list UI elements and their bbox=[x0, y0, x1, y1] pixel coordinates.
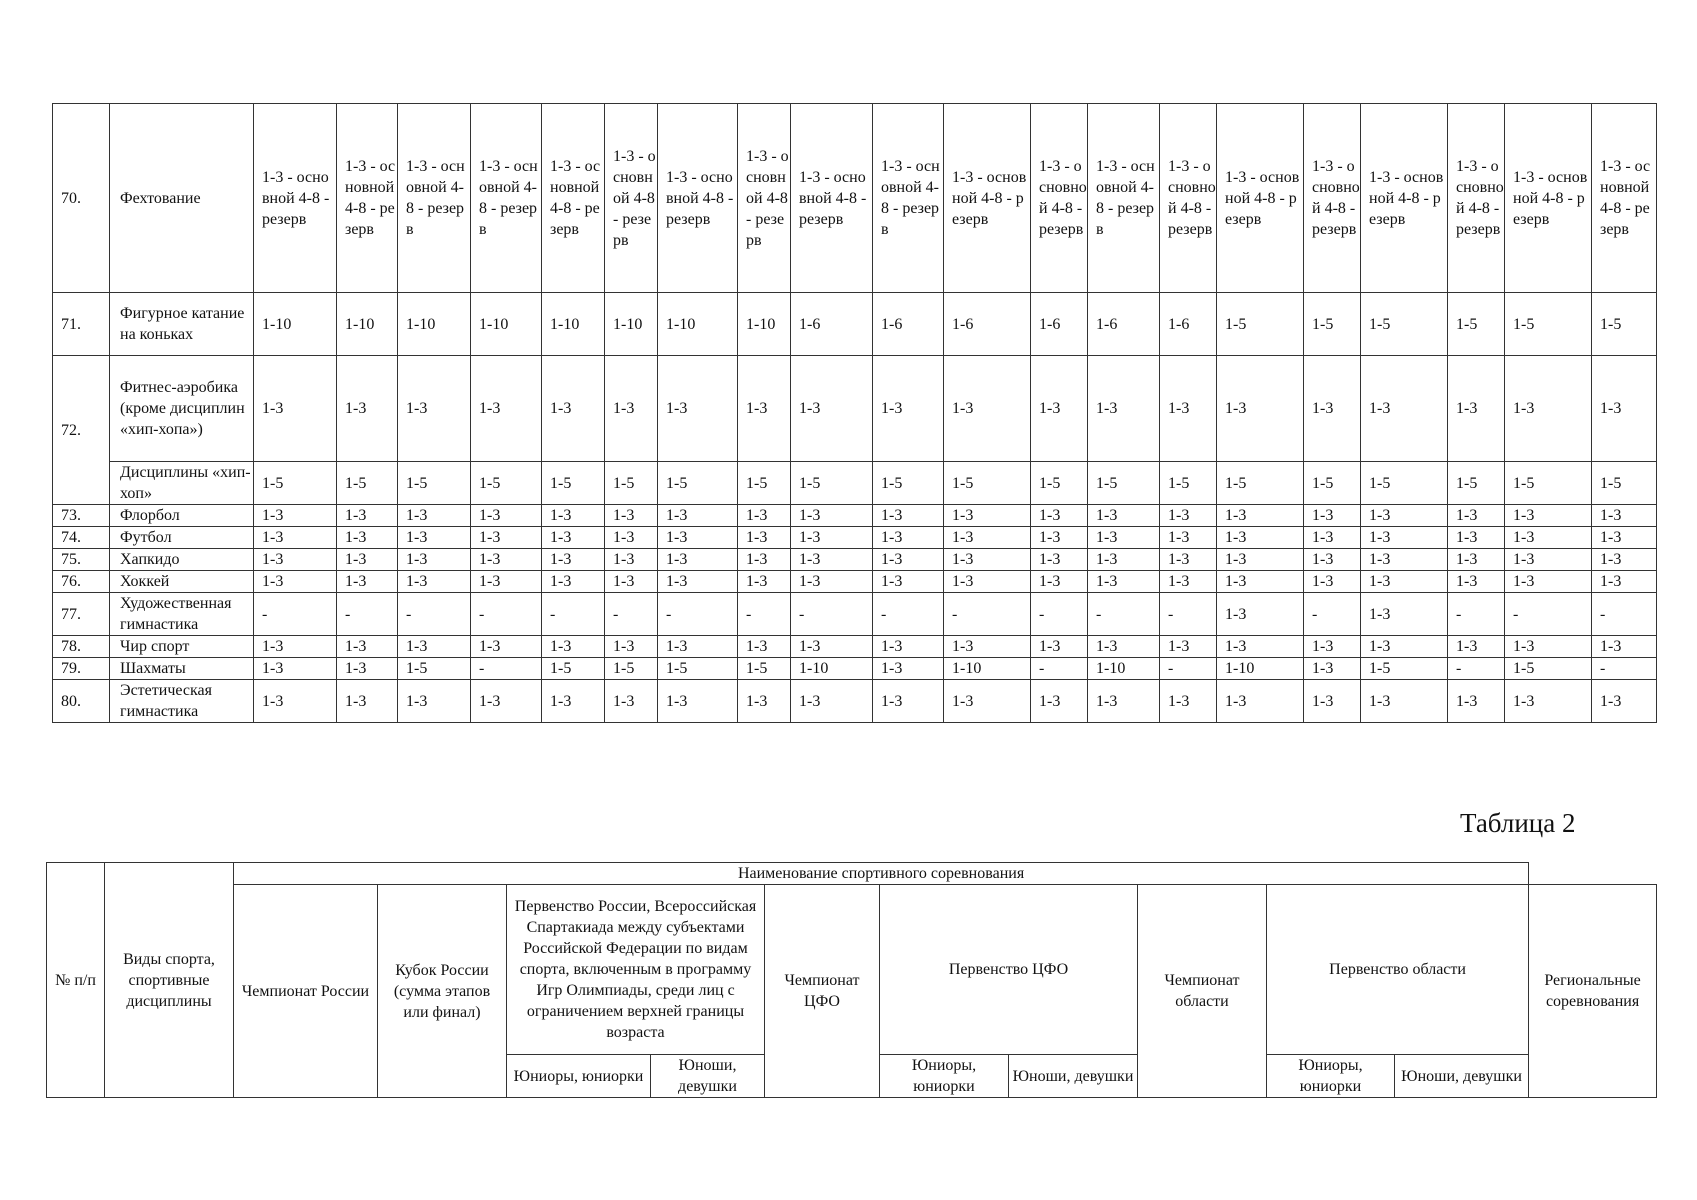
place-range-cell: 1-3 bbox=[337, 356, 398, 462]
table-2-title: Таблица 2 bbox=[1460, 808, 1576, 838]
place-range-cell: 1-10 bbox=[1217, 658, 1304, 680]
place-range-cell: 1-3 bbox=[658, 356, 738, 462]
place-range-cell: 1-3 bbox=[1217, 356, 1304, 462]
place-range-cell: 1-3 bbox=[1361, 527, 1448, 549]
place-range-cell: 1-6 bbox=[1088, 293, 1160, 356]
header-youths-cfo: Юноши, девушки bbox=[1009, 1055, 1138, 1098]
place-range-cell: 1-3 bbox=[1361, 680, 1448, 723]
place-range-cell: 1-3 bbox=[471, 680, 542, 723]
place-range-cell: 1-3 bbox=[542, 680, 605, 723]
place-range-cell: 1-6 bbox=[1160, 293, 1217, 356]
place-range-cell: 1-3 bbox=[1217, 593, 1304, 636]
row-number: 76. bbox=[53, 571, 110, 593]
place-range-cell: 1-3 bbox=[738, 680, 791, 723]
place-range-cell: 1-3 bbox=[337, 636, 398, 658]
place-range-cell: 1-5 bbox=[1031, 462, 1088, 505]
place-range-cell: 1-3 bbox=[738, 549, 791, 571]
place-range-cell: - bbox=[1448, 658, 1505, 680]
place-range-cell: - bbox=[658, 593, 738, 636]
place-range-cell: 1-3 bbox=[1448, 680, 1505, 723]
place-range-cell: 1-3 bbox=[1217, 571, 1304, 593]
place-range-cell: 1-3 bbox=[398, 636, 471, 658]
row-number: 79. bbox=[53, 658, 110, 680]
place-range-cell: 1-3 bbox=[542, 571, 605, 593]
place-range-cell: 1-3 bbox=[1304, 680, 1361, 723]
place-range-cell: 1-10 bbox=[605, 293, 658, 356]
place-range-cell: 1-5 bbox=[1088, 462, 1160, 505]
header-youths-russia: Юноши, девушки bbox=[651, 1055, 765, 1098]
header-first-oblast: Первенство области bbox=[1267, 885, 1529, 1055]
place-range-cell: 1-3 bbox=[398, 680, 471, 723]
place-range-cell: 1-5 bbox=[471, 462, 542, 505]
place-range-cell: 1-3 bbox=[605, 505, 658, 527]
place-range-cell: 1-3 bbox=[471, 505, 542, 527]
sport-name: Дисциплины «хип-хоп» bbox=[110, 462, 254, 505]
place-range-cell: 1-6 bbox=[1031, 293, 1088, 356]
header-first-russia: Первенство России, Всероссийская Спартакиада между субъектами Российской Федерации по видам спорта, включенным в программу Игр Олимпиады, среди лиц с ограничением верхней границы возраста bbox=[507, 885, 765, 1055]
place-range-cell: 1-3 bbox=[1448, 527, 1505, 549]
place-range-cell: 1-3 bbox=[1160, 505, 1217, 527]
place-range-cell: 1-3 - основной 4-8 - резерв bbox=[791, 104, 873, 293]
place-range-cell: 1-3 bbox=[658, 571, 738, 593]
place-range-cell: 1-3 bbox=[1361, 571, 1448, 593]
place-range-cell: 1-3 bbox=[542, 505, 605, 527]
place-range-cell: 1-3 - основной 4-8 - резерв bbox=[1592, 104, 1657, 293]
place-range-cell: 1-5 bbox=[1592, 462, 1657, 505]
place-range-cell: 1-10 bbox=[791, 658, 873, 680]
table-row bbox=[53, 293, 1657, 356]
header-regional: Региональные соревнования bbox=[1529, 885, 1657, 1098]
place-range-cell: 1-3 bbox=[1592, 549, 1657, 571]
place-range-cell: 1-3 bbox=[1304, 571, 1361, 593]
place-range-cell: 1-3 - основной 4-8 - резерв bbox=[254, 104, 337, 293]
header-championship-oblast: Чемпионат области bbox=[1138, 885, 1267, 1098]
place-range-cell: 1-5 bbox=[1505, 658, 1592, 680]
sport-name: Флорбол bbox=[110, 505, 254, 527]
place-range-cell: 1-3 bbox=[1592, 356, 1657, 462]
header-sport: Виды спорта, спортивные дисциплины bbox=[105, 863, 234, 1098]
place-range-cell: 1-3 bbox=[471, 571, 542, 593]
row-number: 74. bbox=[53, 527, 110, 549]
header-juniors-oblast: Юниоры, юниорки bbox=[1267, 1055, 1395, 1098]
place-range-cell: 1-5 bbox=[1505, 462, 1592, 505]
sport-name: Футбол bbox=[110, 527, 254, 549]
place-range-cell: 1-3 bbox=[398, 549, 471, 571]
place-range-cell: - bbox=[1031, 593, 1088, 636]
header-competition-group: Наименование спортивного соревнования bbox=[234, 863, 1529, 885]
place-range-cell: 1-3 - основной 4-8 - резерв bbox=[1304, 104, 1361, 293]
place-range-cell: 1-3 bbox=[1217, 505, 1304, 527]
place-range-cell: - bbox=[337, 593, 398, 636]
place-range-cell: 1-3 bbox=[1088, 527, 1160, 549]
table-row bbox=[53, 636, 1657, 658]
sport-name: Фигурное катание на коньках bbox=[110, 293, 254, 356]
place-range-cell: 1-3 bbox=[944, 356, 1031, 462]
place-range-cell: 1-3 bbox=[254, 356, 337, 462]
place-range-cell: 1-5 bbox=[1160, 462, 1217, 505]
place-range-cell: 1-3 - основной 4-8 - резерв bbox=[658, 104, 738, 293]
place-range-cell: 1-3 bbox=[1088, 356, 1160, 462]
place-range-cell: 1-3 - основной 4-8 - резерв bbox=[1031, 104, 1088, 293]
header-championship-russia: Чемпионат России bbox=[234, 885, 378, 1098]
place-range-cell: 1-3 bbox=[542, 549, 605, 571]
place-range-cell: 1-3 bbox=[873, 505, 944, 527]
place-range-cell: 1-3 bbox=[1217, 636, 1304, 658]
place-range-cell: 1-3 bbox=[1448, 636, 1505, 658]
place-range-cell: 1-3 bbox=[337, 549, 398, 571]
place-range-cell: 1-3 bbox=[1592, 636, 1657, 658]
place-range-cell: 1-5 bbox=[398, 462, 471, 505]
place-range-cell: 1-3 - основной 4-8 - резерв bbox=[738, 104, 791, 293]
place-range-cell: 1-3 bbox=[1505, 356, 1592, 462]
place-range-cell: 1-3 bbox=[944, 527, 1031, 549]
place-range-cell: 1-3 bbox=[1031, 505, 1088, 527]
place-range-cell: 1-3 bbox=[1361, 549, 1448, 571]
place-range-cell: 1-5 bbox=[944, 462, 1031, 505]
place-range-cell: 1-3 bbox=[471, 527, 542, 549]
place-range-cell: 1-3 bbox=[1361, 356, 1448, 462]
place-range-cell: 1-5 bbox=[1592, 293, 1657, 356]
place-range-cell: - bbox=[1448, 593, 1505, 636]
place-range-cell: 1-3 - основной 4-8 - резерв bbox=[471, 104, 542, 293]
place-range-cell: 1-3 bbox=[605, 549, 658, 571]
place-range-cell: 1-5 bbox=[398, 658, 471, 680]
place-range-cell: - bbox=[1505, 593, 1592, 636]
place-range-cell: 1-3 bbox=[542, 527, 605, 549]
place-range-cell: 1-10 bbox=[1088, 658, 1160, 680]
table-row bbox=[53, 527, 1657, 549]
place-range-cell: 1-5 bbox=[1304, 293, 1361, 356]
place-range-cell: 1-5 bbox=[1217, 293, 1304, 356]
place-range-cell: 1-3 bbox=[873, 527, 944, 549]
header-cup-russia: Кубок России (сумма этапов или финал) bbox=[378, 885, 507, 1098]
place-range-cell: 1-3 bbox=[398, 505, 471, 527]
place-range-cell: 1-3 - основной 4-8 - резерв bbox=[337, 104, 398, 293]
place-range-cell: 1-3 - основной 4-8 - резерв bbox=[1217, 104, 1304, 293]
place-range-cell: 1-3 bbox=[1505, 505, 1592, 527]
sport-name: Хоккей bbox=[110, 571, 254, 593]
place-range-cell: 1-10 bbox=[542, 293, 605, 356]
place-range-cell: - bbox=[398, 593, 471, 636]
results-table-continued bbox=[52, 103, 1657, 723]
row-number: 70. bbox=[53, 104, 110, 293]
place-range-cell: 1-5 bbox=[1505, 293, 1592, 356]
place-range-cell: 1-3 bbox=[791, 636, 873, 658]
place-range-cell: 1-3 bbox=[1592, 571, 1657, 593]
place-range-cell: 1-3 bbox=[791, 356, 873, 462]
header-youths-oblast: Юноши, девушки bbox=[1395, 1055, 1529, 1098]
header-championship-cfo: Чемпионат ЦФО bbox=[765, 885, 880, 1098]
place-range-cell: 1-10 bbox=[254, 293, 337, 356]
table-row bbox=[53, 505, 1657, 527]
place-range-cell: 1-3 bbox=[944, 636, 1031, 658]
place-range-cell: - bbox=[873, 593, 944, 636]
place-range-cell: 1-3 bbox=[738, 636, 791, 658]
place-range-cell: 1-3 bbox=[791, 549, 873, 571]
table-row bbox=[53, 571, 1657, 593]
header-num: № п/п bbox=[47, 863, 105, 1098]
place-range-cell: 1-3 bbox=[254, 505, 337, 527]
sport-name: Художественная гимнастика bbox=[110, 593, 254, 636]
place-range-cell: 1-3 - основной 4-8 - резерв bbox=[398, 104, 471, 293]
place-range-cell: - bbox=[254, 593, 337, 636]
place-range-cell: - bbox=[471, 658, 542, 680]
place-range-cell: 1-3 bbox=[873, 356, 944, 462]
table-row bbox=[53, 593, 1657, 636]
place-range-cell: 1-3 bbox=[1160, 680, 1217, 723]
place-range-cell: - bbox=[605, 593, 658, 636]
place-range-cell: 1-3 bbox=[1505, 549, 1592, 571]
sport-name: Фитнес-аэробика (кроме дисциплин «хип-хопа») bbox=[110, 356, 254, 462]
place-range-cell: 1-3 bbox=[1592, 527, 1657, 549]
header-juniors-cfo: Юниоры, юниорки bbox=[880, 1055, 1009, 1098]
place-range-cell: - bbox=[1088, 593, 1160, 636]
place-range-cell: 1-5 bbox=[542, 658, 605, 680]
row-number: 73. bbox=[53, 505, 110, 527]
place-range-cell: 1-3 - основной 4-8 - резерв bbox=[1160, 104, 1217, 293]
place-range-cell: 1-3 bbox=[542, 356, 605, 462]
place-range-cell: 1-5 bbox=[873, 462, 944, 505]
place-range-cell: 1-3 bbox=[873, 549, 944, 571]
place-range-cell: 1-6 bbox=[944, 293, 1031, 356]
place-range-cell: 1-3 bbox=[1031, 549, 1088, 571]
place-range-cell: 1-3 bbox=[1448, 356, 1505, 462]
table-row bbox=[53, 462, 1657, 505]
place-range-cell: 1-3 bbox=[738, 571, 791, 593]
place-range-cell: 1-5 bbox=[1448, 293, 1505, 356]
place-range-cell: 1-3 bbox=[1448, 571, 1505, 593]
place-range-cell: 1-3 bbox=[873, 658, 944, 680]
place-range-cell: 1-3 bbox=[471, 636, 542, 658]
place-range-cell: 1-3 bbox=[1361, 593, 1448, 636]
place-range-cell: 1-3 bbox=[658, 527, 738, 549]
place-range-cell: 1-3 bbox=[337, 658, 398, 680]
place-range-cell: 1-3 bbox=[1505, 636, 1592, 658]
place-range-cell: 1-3 bbox=[791, 571, 873, 593]
sport-name: Хапкидо bbox=[110, 549, 254, 571]
place-range-cell: - bbox=[944, 593, 1031, 636]
table-row bbox=[53, 658, 1657, 680]
place-range-cell: 1-3 bbox=[873, 680, 944, 723]
place-range-cell: 1-3 bbox=[1217, 680, 1304, 723]
place-range-cell: 1-5 bbox=[738, 462, 791, 505]
place-range-cell: 1-3 bbox=[1505, 571, 1592, 593]
place-range-cell: 1-3 bbox=[738, 356, 791, 462]
place-range-cell: 1-3 bbox=[1592, 505, 1657, 527]
row-number: 77. bbox=[53, 593, 110, 636]
place-range-cell: 1-3 bbox=[337, 527, 398, 549]
row-number: 71. bbox=[53, 293, 110, 356]
place-range-cell: 1-3 bbox=[398, 356, 471, 462]
table-row bbox=[53, 356, 1657, 462]
header-juniors-russia: Юниоры, юниорки bbox=[507, 1055, 651, 1098]
place-range-cell: 1-3 bbox=[471, 356, 542, 462]
place-range-cell: 1-3 bbox=[1304, 505, 1361, 527]
place-range-cell: 1-3 bbox=[1031, 680, 1088, 723]
place-range-cell: 1-5 bbox=[605, 462, 658, 505]
row-number: 80. bbox=[53, 680, 110, 723]
table-row bbox=[53, 104, 1657, 293]
place-range-cell: 1-5 bbox=[1448, 462, 1505, 505]
place-range-cell: 1-3 - основной 4-8 - резерв bbox=[1361, 104, 1448, 293]
header-first-cfo: Первенство ЦФО bbox=[880, 885, 1138, 1055]
place-range-cell: 1-5 bbox=[1361, 658, 1448, 680]
place-range-cell: 1-3 bbox=[605, 680, 658, 723]
place-range-cell: 1-3 bbox=[1361, 636, 1448, 658]
place-range-cell: 1-5 bbox=[658, 462, 738, 505]
place-range-cell: 1-3 bbox=[1160, 636, 1217, 658]
place-range-cell: - bbox=[1592, 658, 1657, 680]
place-range-cell: 1-3 bbox=[1505, 680, 1592, 723]
place-range-cell: 1-5 bbox=[738, 658, 791, 680]
place-range-cell: 1-3 bbox=[254, 658, 337, 680]
place-range-cell: 1-3 bbox=[605, 571, 658, 593]
place-range-cell: 1-3 bbox=[542, 636, 605, 658]
place-range-cell: 1-3 bbox=[605, 636, 658, 658]
competitions-header-table bbox=[46, 862, 1657, 1098]
place-range-cell: 1-3 bbox=[337, 571, 398, 593]
place-range-cell: 1-3 bbox=[1160, 527, 1217, 549]
row-number: 78. bbox=[53, 636, 110, 658]
place-range-cell: 1-3 bbox=[1088, 636, 1160, 658]
place-range-cell: - bbox=[1592, 593, 1657, 636]
sport-name: Шахматы bbox=[110, 658, 254, 680]
place-range-cell: 1-10 bbox=[944, 658, 1031, 680]
place-range-cell: 1-3 bbox=[1088, 549, 1160, 571]
place-range-cell: 1-3 bbox=[1361, 505, 1448, 527]
place-range-cell: 1-3 bbox=[1088, 571, 1160, 593]
place-range-cell: - bbox=[1160, 593, 1217, 636]
place-range-cell: 1-3 bbox=[337, 505, 398, 527]
place-range-cell: 1-3 bbox=[1217, 527, 1304, 549]
place-range-cell: 1-3 bbox=[791, 527, 873, 549]
place-range-cell: - bbox=[791, 593, 873, 636]
place-range-cell: 1-10 bbox=[337, 293, 398, 356]
table-row bbox=[53, 680, 1657, 723]
place-range-cell: 1-3 bbox=[791, 680, 873, 723]
place-range-cell: 1-3 bbox=[1304, 527, 1361, 549]
place-range-cell: 1-3 bbox=[254, 636, 337, 658]
place-range-cell: 1-10 bbox=[471, 293, 542, 356]
place-range-cell: 1-3 - основной 4-8 - резерв bbox=[873, 104, 944, 293]
place-range-cell: 1-10 bbox=[738, 293, 791, 356]
place-range-cell: 1-6 bbox=[791, 293, 873, 356]
row-number: 75. bbox=[53, 549, 110, 571]
sport-name: Эстетическая гимнастика bbox=[110, 680, 254, 723]
place-range-cell: 1-5 bbox=[254, 462, 337, 505]
place-range-cell: 1-3 bbox=[944, 680, 1031, 723]
place-range-cell: - bbox=[1031, 658, 1088, 680]
place-range-cell: 1-5 bbox=[542, 462, 605, 505]
place-range-cell: 1-3 bbox=[944, 571, 1031, 593]
place-range-cell: 1-5 bbox=[1217, 462, 1304, 505]
place-range-cell: 1-5 bbox=[337, 462, 398, 505]
place-range-cell: 1-3 bbox=[605, 527, 658, 549]
place-range-cell: 1-3 bbox=[944, 505, 1031, 527]
place-range-cell: 1-3 bbox=[1031, 527, 1088, 549]
place-range-cell: 1-3 bbox=[873, 571, 944, 593]
place-range-cell: 1-3 bbox=[658, 505, 738, 527]
place-range-cell: 1-3 bbox=[1505, 527, 1592, 549]
place-range-cell: 1-3 bbox=[1448, 549, 1505, 571]
place-range-cell: 1-3 bbox=[1217, 549, 1304, 571]
place-range-cell: 1-3 bbox=[658, 680, 738, 723]
place-range-cell: 1-3 bbox=[1592, 680, 1657, 723]
table-row bbox=[53, 549, 1657, 571]
place-range-cell: 1-3 - основной 4-8 - резерв bbox=[1505, 104, 1592, 293]
place-range-cell: 1-10 bbox=[398, 293, 471, 356]
place-range-cell: 1-3 bbox=[658, 636, 738, 658]
place-range-cell: 1-3 bbox=[254, 680, 337, 723]
place-range-cell: 1-3 bbox=[658, 549, 738, 571]
place-range-cell: - bbox=[1304, 593, 1361, 636]
place-range-cell: 1-3 - основной 4-8 - резерв bbox=[605, 104, 658, 293]
place-range-cell: - bbox=[738, 593, 791, 636]
place-range-cell: 1-5 bbox=[1304, 462, 1361, 505]
place-range-cell: 1-3 bbox=[398, 571, 471, 593]
place-range-cell: 1-10 bbox=[658, 293, 738, 356]
place-range-cell: 1-3 bbox=[337, 680, 398, 723]
place-range-cell: 1-3 bbox=[398, 527, 471, 549]
place-range-cell: 1-3 bbox=[1160, 356, 1217, 462]
place-range-cell: 1-3 bbox=[1031, 571, 1088, 593]
place-range-cell: 1-3 bbox=[254, 571, 337, 593]
place-range-cell: - bbox=[1160, 658, 1217, 680]
place-range-cell: 1-3 bbox=[738, 505, 791, 527]
place-range-cell: 1-3 bbox=[1031, 356, 1088, 462]
sport-name: Чир спорт bbox=[110, 636, 254, 658]
place-range-cell: 1-3 - основной 4-8 - резерв bbox=[542, 104, 605, 293]
place-range-cell: 1-3 bbox=[1304, 549, 1361, 571]
place-range-cell: 1-5 bbox=[605, 658, 658, 680]
place-range-cell: 1-5 bbox=[791, 462, 873, 505]
place-range-cell: 1-3 - основной 4-8 - резерв bbox=[1448, 104, 1505, 293]
place-range-cell: 1-3 bbox=[791, 505, 873, 527]
place-range-cell: 1-3 bbox=[944, 549, 1031, 571]
place-range-cell: 1-3 bbox=[1160, 549, 1217, 571]
place-range-cell: 1-3 - основной 4-8 - резерв bbox=[944, 104, 1031, 293]
place-range-cell: 1-3 - основной 4-8 - резерв bbox=[1088, 104, 1160, 293]
place-range-cell: 1-5 bbox=[1361, 293, 1448, 356]
sport-name: Фехтование bbox=[110, 104, 254, 293]
place-range-cell: 1-3 bbox=[254, 527, 337, 549]
place-range-cell: 1-3 bbox=[1304, 356, 1361, 462]
place-range-cell: 1-3 bbox=[1448, 505, 1505, 527]
place-range-cell: 1-5 bbox=[658, 658, 738, 680]
place-range-cell: 1-3 bbox=[1088, 680, 1160, 723]
place-range-cell: 1-3 bbox=[1304, 636, 1361, 658]
place-range-cell: 1-5 bbox=[1361, 462, 1448, 505]
place-range-cell: 1-3 bbox=[254, 549, 337, 571]
place-range-cell: 1-3 bbox=[1031, 636, 1088, 658]
place-range-cell: - bbox=[542, 593, 605, 636]
place-range-cell: 1-3 bbox=[738, 527, 791, 549]
row-number: 72. bbox=[53, 356, 110, 505]
place-range-cell: 1-3 bbox=[1304, 658, 1361, 680]
place-range-cell: 1-6 bbox=[873, 293, 944, 356]
place-range-cell: 1-3 bbox=[471, 549, 542, 571]
place-range-cell: 1-3 bbox=[1088, 505, 1160, 527]
place-range-cell: 1-3 bbox=[873, 636, 944, 658]
place-range-cell: - bbox=[471, 593, 542, 636]
place-range-cell: 1-3 bbox=[605, 356, 658, 462]
place-range-cell: 1-3 bbox=[1160, 571, 1217, 593]
